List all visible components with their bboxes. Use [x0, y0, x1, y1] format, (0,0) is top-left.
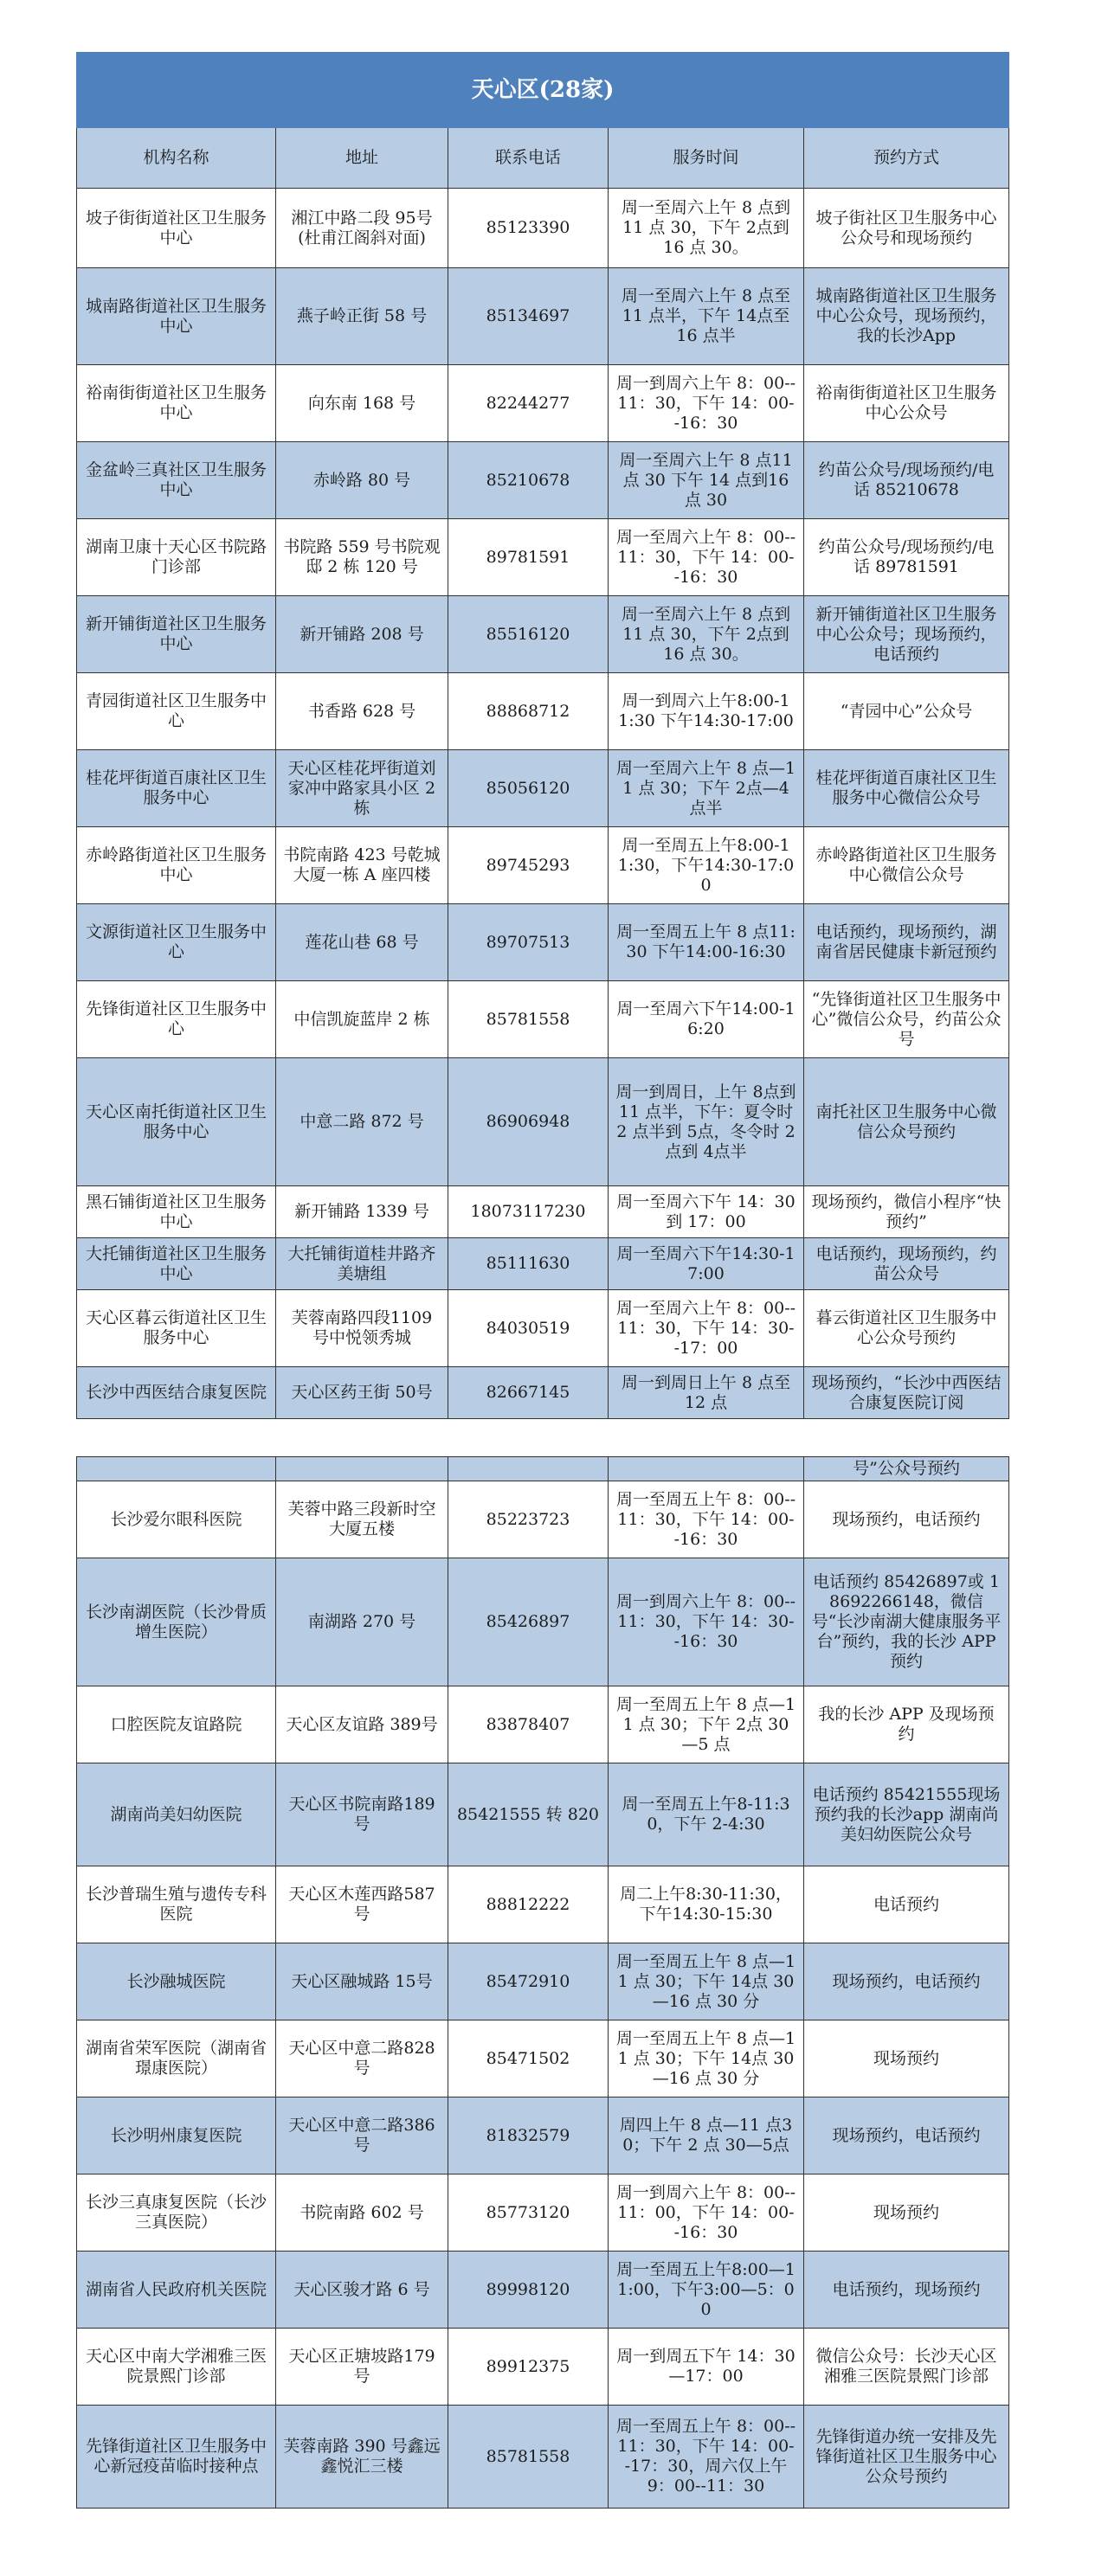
table-row [77, 2406, 1009, 2509]
service-hours: 周一至周五上午8:00-11:30，下午14:30-17:00 [609, 827, 804, 904]
header-address: 地址 [276, 128, 448, 189]
phone: 85773120 [448, 2175, 609, 2252]
service-hours: 周一至周五上午 8：00--11：30，下午 14：00--17：30，周六仅上午 9：00--11：30 [609, 2406, 804, 2509]
service-hours: 周一到周六上午 8：00--11：30，下午 14：30--16：30 [609, 1558, 804, 1686]
header-phone: 联系电话 [448, 128, 609, 189]
booking-method: “先锋街道社区卫生服务中心”微信公众号，约苗公众号 [804, 981, 1009, 1058]
service-hours: 周一至周六下午14:30-17:00 [609, 1238, 804, 1290]
booking-method: 城南路街道社区卫生服务中心公众号，现场预约，我的长沙App [804, 268, 1009, 365]
booking-method: 现场预约，电话预约 [804, 2097, 1009, 2175]
booking-method: 电话预约 85421555现场预约我的长沙app 湖南尚美妇幼医院公众号 [804, 1763, 1009, 1866]
address: 赤岭路 80 号 [276, 442, 448, 519]
address: 新开铺路 208 号 [276, 596, 448, 673]
header-name: 机构名称 [77, 128, 276, 189]
table-title: 天心区(28家) [77, 53, 1009, 128]
table-row [77, 1367, 1009, 1419]
table-row [77, 2329, 1009, 2406]
service-hours: 周一到周日，上午 8点到 11 点半，下午：夏令时 2 点半到 5点，冬令时 2 点到 4点半 [609, 1058, 804, 1186]
phone: 88812222 [448, 1866, 609, 1943]
continuation-text: 号”公众号预约 [804, 1457, 1009, 1481]
address: 中意二路 872 号 [276, 1058, 448, 1186]
service-hours: 周一至周五上午 8 点—11 点 30；下午 2点 30—5 点 [609, 1686, 804, 1763]
phone: 89745293 [448, 827, 609, 904]
phone: 81832579 [448, 2097, 609, 2175]
institution-name: 口腔医院友谊路院 [77, 1686, 276, 1763]
institution-name: 长沙三真康复医院（长沙三真医院） [77, 2175, 276, 2252]
service-hours: 周一至周六上午 8 点—11 点 30；下午 2点—4 点半 [609, 750, 804, 827]
institution-name: 湖南卫康十天心区书院路门诊部 [77, 519, 276, 596]
institution-name: 赤岭路街道社区卫生服务中心 [77, 827, 276, 904]
address: 大托铺街道桂井路齐美塘组 [276, 1238, 448, 1290]
address: 燕子岭正街 58 号 [276, 268, 448, 365]
address: 天心区药王街 50号 [276, 1367, 448, 1419]
service-hours: 周一到周日上午 8 点至 12 点 [609, 1367, 804, 1419]
institution-name: 长沙明州康复医院 [77, 2097, 276, 2175]
booking-method: 电话预约 [804, 1866, 1009, 1943]
table-row [77, 1686, 1009, 1763]
table-row [77, 827, 1009, 904]
institution-name: 坡子街街道社区卫生服务中心 [77, 189, 276, 268]
service-hours: 周一至周五上午8-11:30，下午 2-4:30 [609, 1763, 804, 1866]
institution-name: 金盆岭三真社区卫生服务中心 [77, 442, 276, 519]
institution-name: 先锋街道社区卫生服务中心 [77, 981, 276, 1058]
table-row [77, 904, 1009, 981]
service-hours: 周四上午 8 点—11 点30；下午 2 点 30—5点 [609, 2097, 804, 2175]
institution-name: 青园街道社区卫生服务中心 [77, 673, 276, 750]
address: 书院南路 602 号 [276, 2175, 448, 2252]
address: 芙蓉中路三段新时空大厦五楼 [276, 1481, 448, 1558]
booking-method: 现场预约，微信小程序“快预约” [804, 1186, 1009, 1238]
phone: 83878407 [448, 1686, 609, 1763]
phone: 82244277 [448, 365, 609, 442]
institution-name: 长沙中西医结合康复医院 [77, 1367, 276, 1419]
table-row [77, 365, 1009, 442]
booking-method: 桂花坪街道百康社区卫生服务中心微信公众号 [804, 750, 1009, 827]
service-hours: 周一至周六上午 8：00--11：30，下午 14：00--16：30 [609, 519, 804, 596]
booking-method: 现场预约，“长沙中西医结合康复医院订阅 [804, 1367, 1009, 1419]
service-hours: 周一到周六上午 8：00--11：30，下午 14：00--16：30 [609, 365, 804, 442]
address: 芙蓉南路 390 号鑫远鑫悦汇三楼 [276, 2406, 448, 2509]
phone: 85472910 [448, 1943, 609, 2020]
phone: 85134697 [448, 268, 609, 365]
institution-name: 先锋街道社区卫生服务中心新冠疫苗临时接种点 [77, 2406, 276, 2509]
phone: 89781591 [448, 519, 609, 596]
phone: 18073117230 [448, 1186, 609, 1238]
institution-name: 长沙爱尔眼科医院 [77, 1481, 276, 1558]
table-row [77, 1763, 1009, 1866]
table-row [77, 442, 1009, 519]
address: 天心区桂花坪街道刘家冲中路家具小区 2 栋 [276, 750, 448, 827]
booking-method: 微信公众号：长沙天心区湘雅三医院景熙门诊部 [804, 2329, 1009, 2406]
institution-name: 湖南省荣军医院（湖南省璟康医院） [77, 2020, 276, 2097]
table-row [77, 2020, 1009, 2097]
booking-method: 电话预约，现场预约 [804, 2252, 1009, 2329]
booking-method: 约苗公众号/现场预约/电话 89781591 [804, 519, 1009, 596]
service-hours: 周一至周六上午 8 点11 点 30 下午 14 点到16 点 30 [609, 442, 804, 519]
address: 湘江中路二段 95号(杜甫江阁斜对面) [276, 189, 448, 268]
phone: 85056120 [448, 750, 609, 827]
service-hours: 周一至周五上午8:00—11:00，下午3:00—5：00 [609, 2252, 804, 2329]
booking-method: 我的长沙 APP 及现场预约 [804, 1686, 1009, 1763]
booking-method: 电话预约，现场预约，湖南省居民健康卡新冠预约 [804, 904, 1009, 981]
address: 天心区友谊路 389号 [276, 1686, 448, 1763]
table-row [77, 981, 1009, 1058]
table-row [77, 1943, 1009, 2020]
table-row [77, 189, 1009, 268]
service-hours: 周一至周六下午 14：30 到 17：00 [609, 1186, 804, 1238]
service-hours: 周一至周六上午 8 点至 11 点半，下午 14点至 16 点半 [609, 268, 804, 365]
phone: 85223723 [448, 1481, 609, 1558]
address: 天心区书院南路189 号 [276, 1763, 448, 1866]
address: 书院路 559 号书院观邸 2 栋 120 号 [276, 519, 448, 596]
institution-name: 新开铺街道社区卫生服务中心 [77, 596, 276, 673]
table-row [77, 750, 1009, 827]
address: 天心区木莲西路587 号 [276, 1866, 448, 1943]
table-row [77, 1186, 1009, 1238]
address: 书香路 628 号 [276, 673, 448, 750]
institution-name: 天心区中南大学湘雅三医院景熙门诊部 [77, 2329, 276, 2406]
table-row [77, 519, 1009, 596]
service-hours: 周一至周六上午 8 点到 11 点 30，下午 2点到 16 点 30。 [609, 189, 804, 268]
service-hours: 周一到周五下午 14：30—17：00 [609, 2329, 804, 2406]
institution-name: 长沙融城医院 [77, 1943, 276, 2020]
service-hours: 周一至周五上午 8 点11:30 下午14:00-16:30 [609, 904, 804, 981]
service-hours: 周一至周五上午 8 点—11 点 30；下午 14点 30—16 点 30 分 [609, 2020, 804, 2097]
booking-method: 现场预约，电话预约 [804, 1481, 1009, 1558]
institution-name: 湖南尚美妇幼医院 [77, 1763, 276, 1866]
address: 天心区融城路 15号 [276, 1943, 448, 2020]
address: 莲花山巷 68 号 [276, 904, 448, 981]
booking-method: 暮云街道社区卫生服务中心公众号预约 [804, 1290, 1009, 1367]
phone: 88868712 [448, 673, 609, 750]
booking-method: 电话预约 85426897或 18692266148，微信号“长沙南湖大健康服务平台”预约，我的长沙 APP 预约 [804, 1558, 1009, 1686]
service-hours: 周二上午8:30-11:30，下午14:30-15:30 [609, 1866, 804, 1943]
institutions-table-part1 [76, 52, 1009, 1419]
phone: 89707513 [448, 904, 609, 981]
phone: 84030519 [448, 1290, 609, 1367]
booking-method: “青园中心”公众号 [804, 673, 1009, 750]
phone: 89912375 [448, 2329, 609, 2406]
address: 天心区中意二路828 号 [276, 2020, 448, 2097]
institution-name: 文源街道社区卫生服务中心 [77, 904, 276, 981]
institution-name: 天心区暮云街道社区卫生服务中心 [77, 1290, 276, 1367]
service-hours: 周一到周六上午8:00-11:30 下午14:30-17:00 [609, 673, 804, 750]
phone: 89998120 [448, 2252, 609, 2329]
phone: 86906948 [448, 1058, 609, 1186]
address: 中信凯旋蓝岸 2 栋 [276, 981, 448, 1058]
header-booking: 预约方式 [804, 128, 1009, 189]
table-row [77, 1058, 1009, 1186]
phone: 85426897 [448, 1558, 609, 1686]
address: 芙蓉南路四段1109 号中悦领秀城 [276, 1290, 448, 1367]
table-row [77, 2097, 1009, 2175]
phone: 85516120 [448, 596, 609, 673]
phone: 85471502 [448, 2020, 609, 2097]
booking-method: 南托社区卫生服务中心微信公众号预约 [804, 1058, 1009, 1186]
phone: 85421555 转 820 [448, 1763, 609, 1866]
address: 天心区骏才路 6 号 [276, 2252, 448, 2329]
table-row [77, 2252, 1009, 2329]
address: 向东南 168 号 [276, 365, 448, 442]
phone: 85210678 [448, 442, 609, 519]
booking-method: 约苗公众号/现场预约/电话 85210678 [804, 442, 1009, 519]
phone: 85781558 [448, 2406, 609, 2509]
institution-name: 湖南省人民政府机关医院 [77, 2252, 276, 2329]
booking-method: 新开铺街道社区卫生服务中心公众号；现场预约，电话预约 [804, 596, 1009, 673]
institution-name: 大托铺街道社区卫生服务中心 [77, 1238, 276, 1290]
service-hours: 周一至周五上午 8：00--11：30，下午 14：00--16：30 [609, 1481, 804, 1558]
institution-name: 裕南街街道社区卫生服务中心 [77, 365, 276, 442]
address: 天心区中意二路386 号 [276, 2097, 448, 2175]
institution-name: 桂花坪街道百康社区卫生服务中心 [77, 750, 276, 827]
continuation-row [77, 1457, 1009, 1481]
table-row [77, 268, 1009, 365]
phone: 82667145 [448, 1367, 609, 1419]
booking-method: 电话预约，现场预约，约苗公众号 [804, 1238, 1009, 1290]
booking-method: 现场预约 [804, 2020, 1009, 2097]
service-hours: 周一到周六上午 8：00--11：00，下午 14：00--16：30 [609, 2175, 804, 2252]
table-row [77, 1238, 1009, 1290]
address: 天心区正塘坡路179 号 [276, 2329, 448, 2406]
booking-method: 先锋街道办统一安排及先锋街道社区卫生服务中心公众号预约 [804, 2406, 1009, 2509]
institution-name: 长沙南湖医院（长沙骨质增生医院） [77, 1558, 276, 1686]
header-hours: 服务时间 [609, 128, 804, 189]
booking-method: 现场预约 [804, 2175, 1009, 2252]
address: 书院南路 423 号乾城大厦一栋 A 座四楼 [276, 827, 448, 904]
table-row [77, 1481, 1009, 1558]
phone: 85111630 [448, 1238, 609, 1290]
booking-method: 裕南街街道社区卫生服务中心公众号 [804, 365, 1009, 442]
institution-name: 城南路街道社区卫生服务中心 [77, 268, 276, 365]
institution-name: 长沙普瑞生殖与遗传专科医院 [77, 1866, 276, 1943]
table-row [77, 1866, 1009, 1943]
address: 南湖路 270 号 [276, 1558, 448, 1686]
booking-method: 坡子街社区卫生服务中心公众号和现场预约 [804, 189, 1009, 268]
service-hours: 周一至周六上午 8 点到 11 点 30，下午 2点到 16 点 30。 [609, 596, 804, 673]
booking-method: 赤岭路街道社区卫生服务中心微信公众号 [804, 827, 1009, 904]
service-hours: 周一至周五上午 8 点—11 点 30；下午 14点 30—16 点 30 分 [609, 1943, 804, 2020]
table-row [77, 2175, 1009, 2252]
table-row [77, 673, 1009, 750]
phone: 85781558 [448, 981, 609, 1058]
institutions-table-part2 [76, 1456, 1009, 2509]
table-row [77, 1558, 1009, 1686]
institution-name: 黑石铺街道社区卫生服务中心 [77, 1186, 276, 1238]
service-hours: 周一至周六下午14:00-16:20 [609, 981, 804, 1058]
address: 新开铺路 1339 号 [276, 1186, 448, 1238]
service-hours: 周一至周六上午 8：00--11：30，下午 14：30--17：00 [609, 1290, 804, 1367]
phone: 85123390 [448, 189, 609, 268]
table-row [77, 596, 1009, 673]
table-row [77, 1290, 1009, 1367]
booking-method: 现场预约，电话预约 [804, 1943, 1009, 2020]
institution-name: 天心区南托街道社区卫生服务中心 [77, 1058, 276, 1186]
